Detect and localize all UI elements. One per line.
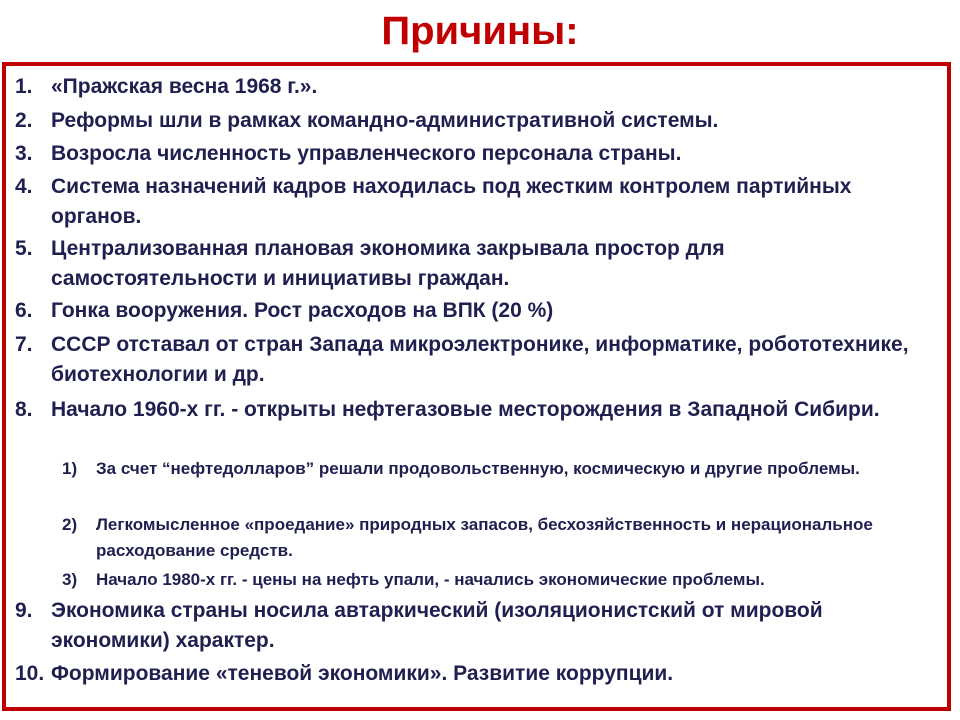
list-item-7	[15, 330, 935, 390]
list-item-text: Система назначений кадров находилась под жестким контролем партийных органов.	[51, 175, 852, 228]
sublist-item-text: Легкомысленное «проедание» природных запасов, бесхозяйственность и нерациональное расходование средств.	[96, 515, 873, 560]
list-item-text: Начало 1960-х гг. - открыты нефтегазовые месторождения в Западной Сибири.	[51, 398, 880, 421]
list-item-text: Формирование «теневой экономики». Развитие коррупции.	[51, 662, 674, 685]
list-item-number: 1.	[15, 75, 33, 98]
list-item-text: СССР отставал от стран Запада микроэлектронике, информатике, робототехнике, биотехнологии и др.	[51, 333, 909, 386]
list-item-text: Возросла численность управленческого персонала страны.	[51, 142, 682, 165]
list-item-9	[15, 596, 935, 656]
list-item-number: 3.	[15, 142, 33, 165]
sublist-item-text: За счет “нефтедолларов” решали продовольственную, космическую и другие проблемы.	[96, 459, 860, 478]
list-item-number: 2.	[15, 109, 33, 132]
list-item-3	[15, 139, 935, 169]
sublist-item-number: 2)	[62, 515, 78, 534]
sublist-item-2	[62, 512, 942, 564]
list-item-4	[15, 172, 935, 232]
slide-title: Причины:	[381, 9, 579, 53]
list-item-number: 8.	[15, 398, 33, 421]
list-item-number: 7.	[15, 333, 33, 356]
list-item-number: 6.	[15, 299, 33, 322]
list-item-8	[15, 395, 935, 425]
list-item-number: 10.	[15, 662, 45, 685]
list-item-2	[15, 106, 935, 136]
list-item-number: 5.	[15, 237, 33, 260]
sublist-item-1	[62, 456, 942, 482]
sublist-item-number: 3)	[62, 570, 78, 589]
list-item-text: Централизованная плановая экономика закрывала простор для самостоятельности и инициативы граждан.	[51, 237, 725, 290]
list-item-number: 9.	[15, 599, 33, 622]
sublist-item-3	[62, 567, 942, 593]
causes-list-box	[2, 62, 951, 711]
list-item-5	[15, 234, 935, 294]
list-item-number: 4.	[15, 175, 33, 198]
list-item-text: Гонка вооружения. Рост расходов на ВПК (20 %)	[51, 299, 554, 322]
list-item-1	[15, 72, 935, 102]
list-item-text: Экономика страны носила автаркический (изоляционистский от мировой экономики) характер.	[51, 599, 823, 652]
list-item-text: Реформы шли в рамках командно-административной системы.	[51, 109, 719, 132]
sublist-item-text: Начало 1980-х гг. - цены на нефть упали, - начались экономические проблемы.	[96, 570, 765, 589]
list-item-text: «Пражская весна 1968 г.».	[51, 75, 318, 98]
sublist-item-number: 1)	[62, 459, 78, 478]
list-item-10	[15, 659, 935, 689]
list-item-6	[15, 296, 935, 326]
